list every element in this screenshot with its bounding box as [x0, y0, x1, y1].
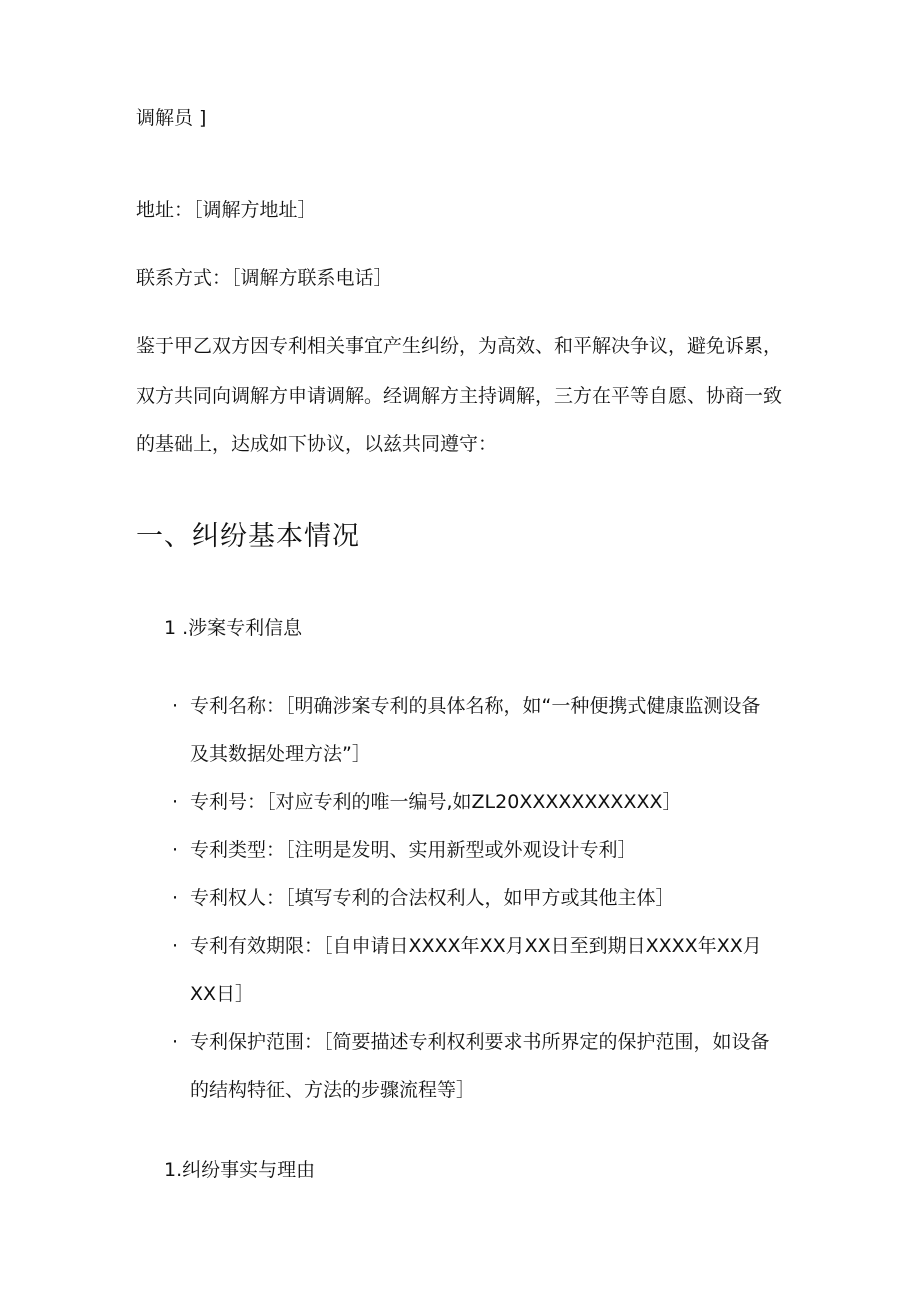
list-item-continuation: 及其数据处理方法”］: [190, 743, 371, 765]
preamble-line: 鉴于甲乙双方因专利相关事宜产生纠纷，为高效、和平解决争议，避免诉累，: [136, 335, 783, 357]
mediator-address: 地址：［调解方地址］: [136, 199, 317, 221]
list-item: 专利号：［对应专利的唯一编号,如ZL20XXXXXXXXXXX］: [190, 791, 682, 813]
bullet-dot: ·: [172, 935, 179, 957]
list-item: 专利有效期限：［自申请日XXXX年XX月XX日至到期日XXXX年XX月: [190, 935, 762, 957]
list-item: 专利类型：［注明是发明、实用新型或外观设计专利］: [190, 839, 637, 861]
list-item: 专利名称：［明确涉案专利的具体名称，如“一种便携式健康监测设备: [190, 695, 761, 717]
section-heading: 一、纠纷基本情况: [136, 521, 360, 552]
subsection-heading: 1.纠纷事实与理由: [164, 1159, 316, 1181]
bullet-dot: ·: [172, 791, 179, 813]
mediator-label-end: 调解员 ]: [136, 107, 207, 129]
bullet-dot: ·: [172, 887, 179, 909]
mediator-contact: 联系方式：［调解方联系电话］: [136, 267, 393, 289]
preamble-line: 双方共同向调解方申请调解。经调解方主持调解，三方在平等自愿、协商一致: [136, 385, 783, 407]
list-item-continuation: 的结构特征、方法的步骤流程等］: [190, 1079, 476, 1101]
list-item: 专利保护范围：［简要描述专利权利要求书所界定的保护范围，如设备: [190, 1031, 770, 1053]
list-item-continuation: XX日］: [190, 983, 255, 1005]
bullet-dot: ·: [172, 1031, 179, 1053]
list-item: 专利权人：［填写专利的合法权利人，如甲方或其他主体］: [190, 887, 675, 909]
bullet-dot: ·: [172, 695, 179, 717]
subsection-heading: 1 .涉案专利信息: [164, 617, 303, 639]
preamble-line: 的基础上，达成如下协议，以兹共同遵守：: [136, 433, 498, 455]
bullet-dot: ·: [172, 839, 179, 861]
